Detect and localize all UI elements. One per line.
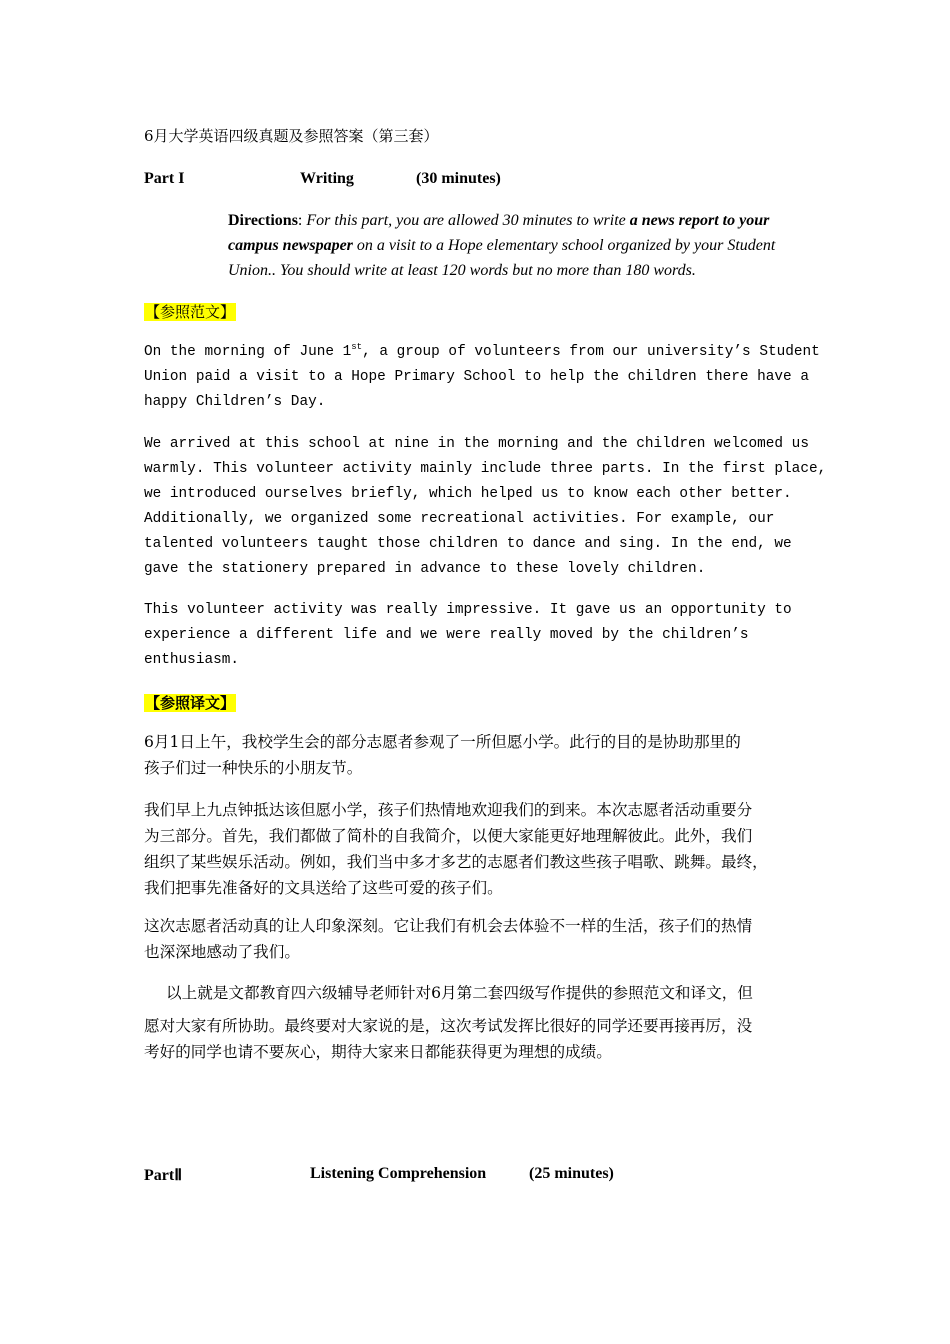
sample-heading: 【参照范文】 (145, 303, 236, 321)
translation-line: 我们把事先准备好的文具送给了这些可爱的孩子们。 (144, 879, 503, 897)
closing-line-1: 以上就是文都教育四六级辅导老师针对6月第二套四级写作提供的参照范文和译文，但 (166, 984, 753, 1002)
directions-text-c: on a visit to a Hope elementary school organized by your Student Union.. You should write at least 120 words but no more than 180 words. (228, 237, 776, 279)
part2-time: (25 minutes) (529, 1165, 614, 1182)
directions-task: a news report to your campus newspaper (228, 212, 770, 254)
essay-line: On the morning of June 1 (144, 344, 352, 360)
essay-paragraph-3 (144, 598, 814, 673)
document-title: 6月大学英语四级真题及参照答案（第三套） (144, 127, 439, 145)
essay-line: enthusiasm. (144, 652, 239, 668)
closing-line: 考好的同学也请不要灰心，期待大家来日都能获得更为理想的成绩。 (144, 1043, 612, 1061)
part2-name: Listening Comprehension (310, 1165, 487, 1182)
part1-time: (30 minutes) (416, 170, 501, 187)
part1-name: Writing (300, 170, 354, 187)
translation-line: 我们早上九点钟抵达该但愿小学，孩子们热情地欢迎我们的到来。本次志愿者活动重要分 (144, 801, 753, 819)
closing-line: 愿对大家有所协助。最终要对大家说的是，这次考试发挥比很好的同学还要再接再厉，没 (144, 1017, 753, 1035)
essay-line: experience a different life and we were really moved by the children’s (144, 627, 749, 643)
essay-line: This volunteer activity was really impressive. It gave us an opportunity to (144, 602, 792, 618)
essay-line: We arrived at this school at nine in the morning and the children welcomed us (144, 436, 809, 452)
translation-paragraph-2 (144, 797, 814, 901)
translation-line: 组织了某些娱乐活动。例如，我们当中多才多艺的志愿者们教这些孩子唱歌、跳舞。最终， (144, 853, 768, 871)
translation-line: 为三部分。首先，我们都做了简朴的自我简介，以便大家能更好地理解彼此。此外，我们 (144, 827, 753, 845)
essay-paragraph-1 (144, 340, 820, 415)
sample-heading-wrap (144, 301, 236, 322)
directions-label: Directions (228, 212, 298, 229)
superscript-st: st (351, 342, 363, 353)
essay-line: , a group of volunteers from our university’s Student (362, 344, 820, 360)
translation-line: 这次志愿者活动真的让人印象深刻。它让我们有机会去体验不一样的生活，孩子们的热情 (144, 917, 753, 935)
essay-paragraph-2 (144, 432, 827, 582)
closing-paragraph (144, 1013, 814, 1065)
translation-heading: 【参照译文】 (145, 694, 236, 712)
essay-line: warmly. This volunteer activity mainly include three parts. In the first place, (144, 461, 827, 477)
part1-label: Part I (144, 170, 185, 187)
directions-text-a: For this part, you are allowed 30 minutes to write (306, 212, 630, 229)
essay-line: Union paid a visit to a Hope Primary School to help the children there have a (144, 369, 809, 385)
essay-line: Additionally, we organized some recreational activities. For example, our (144, 511, 775, 527)
translation-heading-wrap (144, 692, 236, 713)
translation-line: 6月1日上午，我校学生会的部分志愿者参观了一所但愿小学。此行的目的是协助那里的 (144, 733, 741, 751)
translation-line: 孩子们过一种快乐的小朋友节。 (144, 759, 363, 777)
essay-line: talented volunteers taught those children to dance and sing. In the end, we (144, 536, 792, 552)
essay-line: happy Children’s Day. (144, 394, 326, 410)
essay-line: we introduced ourselves briefly, which helped us to know each other better. (144, 486, 792, 502)
translation-line: 也深深地感动了我们。 (144, 943, 300, 961)
translation-paragraph-1 (144, 729, 814, 781)
essay-line: gave the stationery prepared in advance to these lovely children. (144, 561, 706, 577)
translation-paragraph-3 (144, 913, 814, 965)
directions-block (228, 208, 818, 283)
directions-colon: : (297, 212, 307, 229)
part2-label: PartⅡ (144, 1167, 183, 1184)
